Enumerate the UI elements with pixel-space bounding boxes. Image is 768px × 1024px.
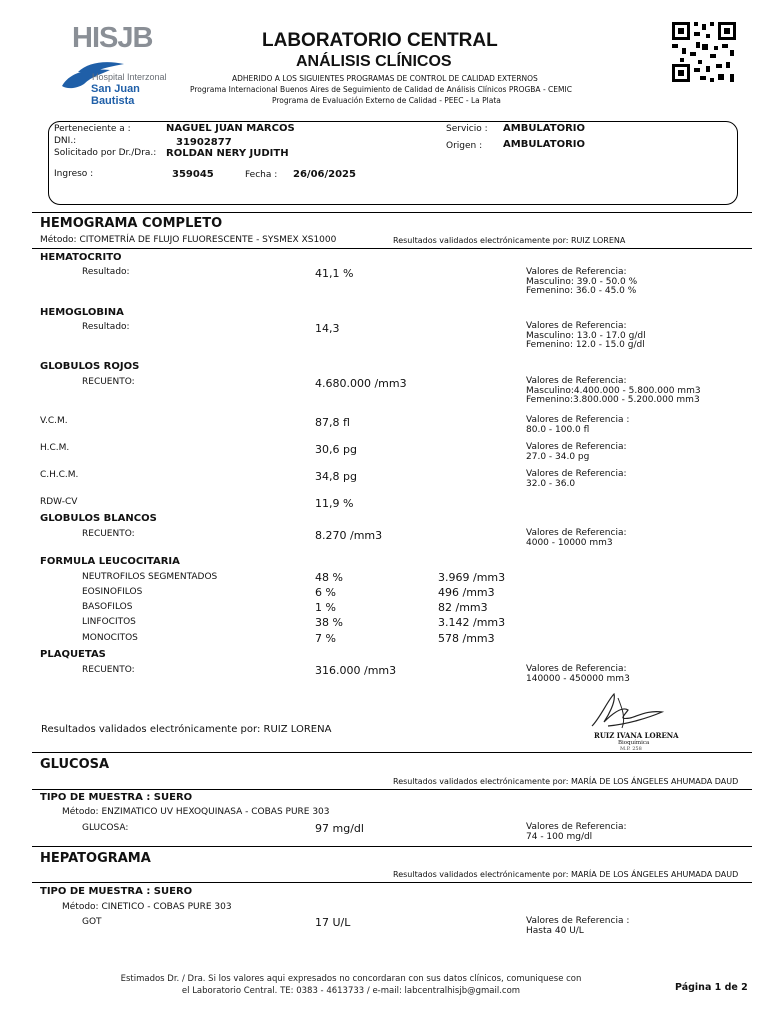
hepatograma-sample: TIPO DE MUESTRA : SUERO (40, 886, 193, 897)
hemoglobina-label: Resultado: (82, 322, 130, 332)
origin-value: AMBULATORIO (503, 139, 586, 150)
rdw-label: RDW-CV (40, 497, 78, 507)
chcm-value: 34,8 pg (315, 470, 357, 483)
hemograma-validated: Resultados validados electrónicamente por: RUIZ LORENA (393, 236, 626, 245)
glucosa-title: GLUCOSA (40, 757, 110, 772)
signature-name: RUIZ IVANA LORENA (594, 731, 679, 740)
vcm-ref: Valores de Referencia : 80.0 - 100.0 fl (526, 415, 630, 435)
hematocrito-value: 41,1 % (315, 267, 354, 280)
service-label: Servicio : (446, 124, 488, 134)
logo-line1: Hospital Interzonal (92, 72, 167, 82)
hematocrito-label: Resultado: (82, 267, 130, 277)
glucosa-value: 97 mg/dl (315, 822, 364, 835)
hepatograma-method: Método: CINETICO - COBAS PURE 303 (62, 902, 232, 912)
rojos-value: 4.680.000 /mm3 (315, 377, 407, 390)
hemoglobina-ref: Valores de Referencia: Masculino: 13.0 - 17.0 g/dl Femenino: 12.0 - 15.0 g/dl (526, 321, 646, 350)
hemograma-validated-footer: Resultados validados electrónicamente por: RUIZ LORENA (41, 724, 332, 735)
rojos-label: RECUENTO: (82, 377, 135, 387)
fecha-label: Fecha : (245, 170, 278, 180)
hematocrito-title: HEMATOCRITO (40, 252, 122, 263)
glucosa-label: GLUCOSA: (82, 823, 129, 833)
service-value: AMBULATORIO (503, 123, 586, 134)
hcm-value: 30,6 pg (315, 443, 357, 456)
ingreso-value: 359045 (172, 169, 214, 180)
hemograma-method: Método: CITOMETRÍA DE FLUJO FLUORESCENTE - SYSMEX XS1000 (40, 235, 337, 245)
requested-label: Solicitado por Dr./Dra.: (54, 148, 157, 158)
footer-line1: Estimados Dr. / Dra. Si los valores aqui expresados no concordaran con sus datos clínicos, comuniquese con (120, 974, 582, 984)
vcm-label: V.C.M. (40, 416, 68, 426)
section-divider (32, 882, 752, 883)
hcm-ref: Valores de Referencia: 27.0 - 34.0 pg (526, 442, 627, 462)
blancos-value: 8.270 /mm3 (315, 529, 383, 542)
section-divider (32, 212, 752, 213)
formula-title: FORMULA LEUCOCITARIA (40, 556, 180, 567)
hematocrito-ref: Valores de Referencia: Masculino: 39.0 - 50.0 % Femenino: 36.0 - 45.0 % (526, 267, 638, 296)
signature-title: Bioquímica (618, 740, 650, 746)
signature (578, 688, 688, 750)
section-divider (32, 846, 752, 847)
blancos-title: GLOBULOS BLANCOS (40, 513, 157, 524)
signature-mp: M.P. 258 (620, 746, 642, 752)
origin-label: Origen : (446, 141, 483, 151)
logo-line2: San Juan Bautista (91, 83, 140, 107)
lab-subtitle: ANÁLISIS CLÍNICOS (296, 53, 452, 70)
vcm-value: 87,8 fl (315, 416, 350, 429)
hepatograma-title: HEPATOGRAMA (40, 851, 151, 866)
glucosa-method: Método: ENZIMATICO UV HEXOQUINASA - COBAS PURE 303 (62, 807, 330, 817)
chcm-ref: Valores de Referencia: 32.0 - 36.0 (526, 469, 627, 489)
dni-value: 31902877 (176, 137, 232, 148)
blancos-label: RECUENTO: (82, 529, 135, 539)
plaquetas-value: 316.000 /mm3 (315, 664, 397, 677)
patient-name: NAGUEL JUAN MARCOS (166, 123, 295, 134)
rojos-title: GLOBULOS ROJOS (40, 361, 140, 372)
got-value: 17 U/L (315, 916, 351, 929)
belongs-label: Perteneciente a : (54, 124, 131, 134)
got-label: GOT (82, 917, 102, 927)
fecha-value: 26/06/2025 (293, 169, 356, 180)
rojos-ref: Valores de Referencia: Masculino:4.400.000 - 5.800.000 mm3 Femenino:3.800.000 - 5.200.000 mm3 (526, 376, 701, 405)
glucosa-sample: TIPO DE MUESTRA : SUERO (40, 792, 193, 803)
rdw-value: 11,9 % (315, 497, 354, 510)
section-divider (32, 752, 752, 753)
plaquetas-title: PLAQUETAS (40, 649, 106, 660)
ingreso-label: Ingreso : (54, 169, 94, 179)
plaquetas-label: RECUENTO: (82, 665, 135, 675)
hepatograma-validated: Resultados validados electrónicamente por: MARÍA DE LOS ÁNGELES AHUMADA DAUD (393, 870, 739, 879)
glucosa-validated: Resultados validados electrónicamente por: MARÍA DE LOS ÁNGELES AHUMADA DAUD (393, 777, 739, 786)
hemograma-title: HEMOGRAMA COMPLETO (40, 216, 223, 231)
chcm-label: C.H.C.M. (40, 470, 79, 480)
hospital-logo (58, 22, 183, 107)
program-line3: Programa de Evaluación Externo de Calidad - PEEC - La Plata (272, 96, 501, 105)
got-ref: Valores de Referencia : Hasta 40 U/L (526, 916, 630, 936)
hcm-label: H.C.M. (40, 443, 70, 453)
lab-title: LABORATORIO CENTRAL (262, 30, 498, 51)
program-line2: Programa Internacional Buenos Aires de Seguimiento de Calidad de Análisis Clínicos PROGBA - CEMIC (190, 85, 572, 94)
signature-scribble-icon (578, 688, 688, 732)
hemoglobina-title: HEMOGLOBINA (40, 307, 124, 318)
hemoglobina-value: 14,3 (315, 322, 340, 335)
logo-initials: HISJB (72, 22, 153, 54)
program-line1: ADHERIDO A LOS SIGUIENTES PROGRAMAS DE CONTROL DE CALIDAD EXTERNOS (232, 74, 538, 83)
footer-note (78, 973, 624, 997)
page-number: Página 1 de 2 (675, 982, 748, 993)
section-divider (32, 248, 752, 249)
plaquetas-ref: Valores de Referencia: 140000 - 450000 mm3 (526, 664, 630, 684)
blancos-ref: Valores de Referencia: 4000 - 10000 mm3 (526, 528, 627, 548)
glucosa-ref: Valores de Referencia: 74 - 100 mg/dl (526, 822, 627, 842)
doctor-name: ROLDAN NERY JUDITH (166, 148, 289, 159)
section-divider (32, 789, 752, 790)
patient-box (48, 121, 738, 205)
qr-code-icon (670, 20, 738, 84)
footer-line2: el Laboratorio Central. TE: 0383 - 4613733 / e-mail: labcentralhisjb@gmail.com (181, 986, 521, 996)
dni-label: DNI.: (54, 136, 77, 146)
